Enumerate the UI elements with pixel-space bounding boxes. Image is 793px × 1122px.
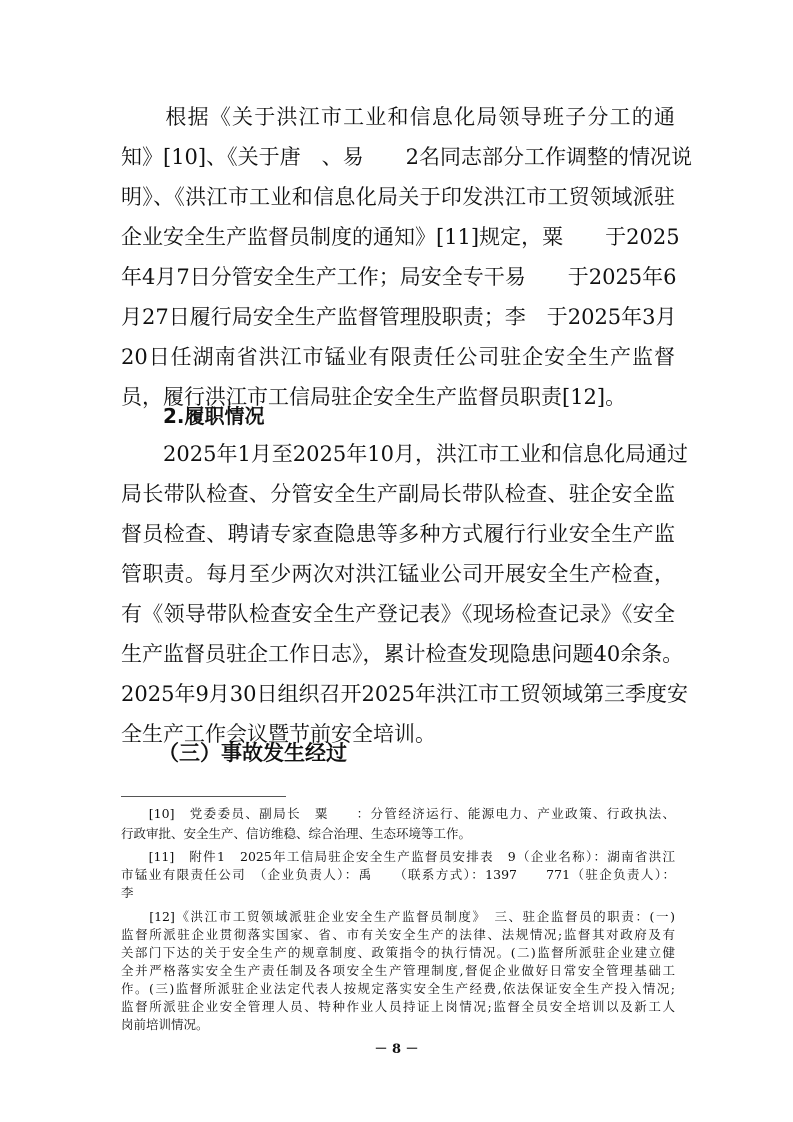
text-line: 明》、《洪江市工业和信息化局关于印发洪江市工贸领域派驻 [121, 185, 675, 209]
page-number: － 8 － [374, 1042, 419, 1057]
text-line: 年4月7日分管安全生产工作；局安全专干易 于2025年6 [121, 265, 677, 289]
footnote-line: 市锰业有限责任公司 （企业负责人）：禹 （联系方式）：1397 771（驻企负责人）： [121, 867, 675, 882]
footnote-line: 关部门下达的关于安全生产的规章制度、政策指令的执行情况。(二)监督所派驻企业建立健 [121, 945, 675, 960]
text-line: 局长带队检查、分管安全生产副局长带队检查、驻企安全监 [121, 482, 675, 506]
text-line: 企业安全生产监督员制度的通知》[11]规定，粟 于2025 [121, 225, 680, 249]
text-line: 知》[10]、《关于唐 、易 2名同志部分工作调整的情况说 [121, 145, 692, 169]
text-line: 2025年9月30日组织召开2025年洪江市工贸领域第三季度安 [121, 682, 688, 706]
text-line: 根据《关于洪江市工业和信息化局领导班子分工的通 [121, 105, 675, 129]
footnote-line: 岗前培训情况。 [121, 1017, 209, 1032]
text-line: 生产监督员驻企工作日志》，累计检查发现隐患问题40余条。 [121, 642, 684, 666]
section-heading-duty-performance: 2.履职情况 [163, 404, 265, 428]
footnote-line: [12]《洪江市工贸领域派驻企业安全生产监督员制度》 三、驻企监督员的职责：(一) [121, 909, 675, 924]
footnote-line: [11] 附件1 2025年工信局驻企安全生产监督员安排表 9（企业名称）：湖南省洪江 [121, 849, 675, 864]
footnote-line: 监督所派驻企业安全管理人员、特种作业人员持证上岗情况;监督全员安全培训以及新工人 [121, 999, 675, 1014]
footnote-divider [121, 796, 286, 797]
text-line: 2025年1月至2025年10月，洪江市工业和信息化局通过 [121, 442, 688, 466]
footnote-line: 行政审批、安全生产、信访维稳、综合治理、生态环境等工作。 [121, 826, 472, 841]
text-line: 全生产工作会议暨节前安全培训。 [121, 722, 436, 746]
text-line: 20日任湖南省洪江市锰业有限责任公司驻企安全生产监督 [121, 345, 675, 369]
footnote-line: 李 [121, 885, 147, 900]
text-line: 月27日履行局安全生产监督管理股职责；李 于2025年3月 [121, 305, 677, 329]
footnote-line: [10] 党委委员、副局长 粟 ：分管经济运行、能源电力、产业政策、行政执法、 [121, 806, 675, 821]
text-line: 员，履行洪江市工信局驻企安全生产监督员职责[12]。 [121, 385, 627, 409]
footnote-line: 监督所派驻企业贯彻落实国家、省、市有关安全生产的法律、法规情况;监督其对政府及有 [121, 927, 675, 942]
text-line: 督员检查、聘请专家查隐患等多种方式履行行业安全生产监 [121, 522, 675, 546]
section-heading-accident-process: （三）事故发生经过 [158, 741, 347, 765]
footnote-line: 作。(三)监督所派驻企业法定代表人按规定落实安全生产经费,依法保证安全生产投入情况; [121, 981, 675, 996]
footnote-line: 全并严格落实安全生产责任制及各项安全生产管理制度,督促企业做好日常安全管理基础工 [121, 963, 675, 978]
text-line: 管职责。每月至少两次对洪江锰业公司开展安全生产检查， [121, 562, 675, 586]
text-line: 有《领导带队检查安全生产登记表》《现场检查记录》《安全 [121, 602, 675, 626]
